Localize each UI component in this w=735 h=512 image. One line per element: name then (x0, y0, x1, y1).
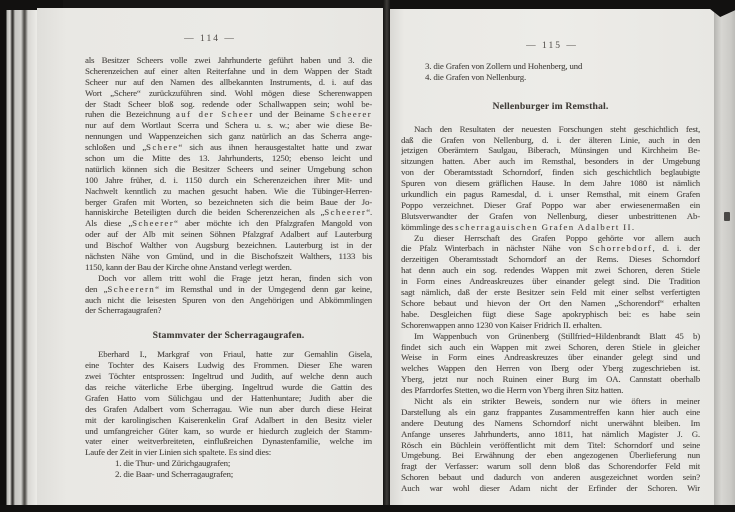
text-line: sagt nämlich, daß der erste Besitzer sein Feld mit einer selbst verfertigten (401, 287, 700, 298)
text-line: Als diese „Scheerer“ aber möchte ich den Pfalzgrafen Mangold von (85, 218, 372, 229)
text-line: des Grafen Adalbert vom Scherragau. Wie nun aber durch diese Heirat (85, 403, 372, 414)
text-line: nur auf dem Wortlaut Scerra und Schera u. s. w.; aber wie diese Be- (85, 120, 372, 131)
list-item: 2. die Baar- und Scherragaugrafen; (115, 469, 234, 480)
text-line: derzeitigen Oberamtsstadt Schorndorf an der Rems. Dieses Schorndorf (401, 254, 700, 265)
text-line: 100 Jahre früher, d. i. 1150 durch ein Scherenzeichen ihrer Mit- und (85, 174, 372, 185)
scan-edge-mark (724, 212, 730, 221)
letterspaced-text: Scheerer (132, 218, 175, 229)
text-line: hat denn auch ein sog. redendes Wappen mit zwei Schoren, deren Stiele (401, 265, 700, 276)
text-line: den „Scheerern“ im Remsthal und in der Umgegend denn gar keine, (85, 283, 372, 294)
paragraph (401, 396, 700, 494)
text-line: 1150, kann der Bau der Kirche ohne Anstand verlegt werden. (85, 261, 292, 272)
page-right-text (401, 61, 700, 494)
text-line: Grafen Hatto vom Sülichgau und der Hattenhuntare; Judith aber die (85, 392, 372, 403)
text-line: sitzungen hatten. Aber auch im Remsthal, besonders in der Umgebung (401, 156, 700, 167)
text-line: Scherenzeichen auf einer alten Reiterfahne und in dem Wappen der Stadt (85, 65, 372, 76)
text-line: der Scherragaugrafen? (85, 305, 162, 316)
text-line: in Form eines Andreaskreuzes über einander gelegt sind. Die Tradition (401, 276, 700, 287)
list-item: 3. die Grafen von Zollern und Hohenberg, und (425, 61, 583, 71)
scan-shadow-top-right (383, 0, 715, 9)
text-line: Spuren von diesem gräflichen Hause. In dem Jahre 1080 ist nämlich (401, 178, 700, 189)
letterspaced-text: scherragauischen Grafen Adalbert II. (455, 221, 636, 232)
list-block (85, 458, 372, 480)
page-edges-left (0, 0, 37, 512)
section-heading: Stammvater der Scherragaugrafen. (152, 330, 305, 342)
text-line: zwei Töchter entsprossen: Ingeltrud und Judith, auf welche denn auch (85, 371, 372, 382)
text-line: auch nicht die leisesten Spuren von den Angehörigen und Abkömmlingen (85, 294, 372, 305)
text-line: Laufe der Zeit in vier Linien sich spaltete. Es sind dies: (85, 447, 271, 458)
list-item: 1. die Thur- und Zürichgaugrafen; (115, 458, 231, 469)
text-line: welches Wappen den Herren von Iberg oder Yberg zugeschrieben ist. (401, 363, 700, 374)
text-line: die Pfalz Winterbach in nächster Nähe von Schorrebdorf, d. i. der (401, 243, 700, 254)
text-line: vater einer weitverbreiteten, einflußreichen Dynastenfamilie, welche im (85, 436, 372, 447)
text-line: Eberhard I., Markgraf von Friaul, hatte zur Gemahlin Gisela, (98, 349, 372, 360)
text-line: nennungen und Wappenzeichen sich ganz natürlich an das Scherra ange- (85, 131, 372, 142)
text-line: von der Oberamtsstadt Schorndorf, finden sich geschichtlich beglaubigte (401, 167, 700, 178)
text-line: urkundlich ein pagus Ramesdal, d. i. unser Remsthal, mit einem Grafen (401, 189, 700, 200)
text-line: ruhen die Bezeichnung auf der Scheer und der Beiname Scheerer (85, 109, 372, 120)
paragraph (85, 273, 372, 317)
text-line: nächsten Nähe von Gmünd, und in die Bischofszeit Walthers, 1133 bis (85, 251, 372, 262)
list-item: 4. die Grafen von Nellenburg. (425, 71, 527, 82)
page-left-114 (37, 8, 383, 505)
text-line: Schoren bebaut und dadurch von anderen ausgezeichnet worden sein? (401, 472, 700, 483)
page-number-left: — 114 — (184, 34, 236, 44)
text-line: Zu dieser Herrschaft des Grafen Poppo gehörte vor allem auch (414, 232, 700, 243)
text-line: mit der karolingischen Kaiserenkelin Graf Adalbert in den Besitz vieler (85, 414, 372, 425)
text-line: Wort „Schere“ zurückzuführen sind. Wohl mögen diese Scherenwappen (85, 87, 372, 98)
text-line: berger Grafen mit Worten, so bezeichneten sich die beim Baue der Jo- (85, 196, 372, 207)
text-line: kömmlinge des scherragauischen Grafen Adalbert II. (401, 221, 636, 232)
page-edge-right (714, 0, 735, 512)
text-line: eine Tochter des Kaisers Ludwig des Frommen. Dieser Ehe waren (85, 360, 372, 371)
text-line: andere Deutung des Namens Schorndorf nicht unerwähnt bleiben. Im (401, 417, 700, 428)
text-line: Nach den Resultaten der neuesten Forschungen steht geschichtlich fest, (414, 123, 700, 134)
letterspaced-text: Scheerern (107, 283, 156, 294)
text-line: als Besitzer Scheers volle zwei Jahrhunderte geführt haben und 3. die (85, 55, 372, 65)
text-line: oder auf der Alb mit seinen Söhnen Pfalzgraf Adalbert auf Lauterburg (85, 229, 372, 240)
text-line: Yberg, jetzt nur noch Ruinen einer Burg im OA. Cannstatt oberhalb (401, 374, 700, 385)
text-line: Scheer nur auf den Namen des allbekannten Instruments, d. i. auf das (85, 76, 372, 87)
text-line: jetzigen Oberämtern Saulgau, Biberach, Münsingen und Kirchheim Be- (401, 145, 700, 156)
letterspaced-text: Schorrebdorf (589, 243, 653, 254)
text-line: Doch vor allem tritt wohl die Frage jetzt heran, finden sich von (98, 272, 372, 283)
page-number-right: — 115 — (526, 41, 578, 51)
letterspaced-text: auf der Scheer (175, 109, 254, 120)
text-line: Nachwelt kenntlich zu machen gesucht haben. Wie die Tübinger-Herren- (85, 185, 372, 196)
text-line: Nicht als ein strikter Beweis, sondern nur wie öfters in meiner (414, 395, 700, 406)
text-line: Umgebung. Bei Erwähnung der eben angezogenen Überlieferung nun (401, 450, 700, 461)
text-line: natürlich können sich die Besitzer Scheers und seiner Umgebung schon (85, 163, 372, 174)
text-line: Schore bebaut und hievon der Ort den Namen „Schorendorf“ erhalten (401, 297, 700, 308)
section-heading: Nellenburger im Remsthal. (492, 100, 609, 112)
text-line: der Stadt Scheer bloß sog. redende oder Schallwappen sein; wohl be- (85, 98, 372, 109)
text-line: schon um die Mitte des 13. Jahrhunderts, 1250; ebenso leicht und (85, 153, 372, 164)
text-line: Schorenwappen anno 1230 von Kaiser Fridrich II. erhalten. (401, 319, 602, 330)
text-line: hanniskirche Beteiligten durch die beiden Scherenzeichen als „Scheerer“. (85, 207, 372, 218)
text-line: Anfange unseres Jahrhunderts, anno 1811, hat nämlich Magister J. G. (401, 428, 700, 439)
text-line: des Pfarrdorfes Stetten, wo die Herrn von Yberg ihren Sitz hatten. (401, 385, 624, 396)
paragraph (401, 124, 700, 233)
text-line: schloßen und „Schere“ sich aus ihnen herausgestaltet hatte und zwar (85, 142, 372, 153)
letterspaced-text: Scheerer (330, 109, 372, 120)
text-line: Darstellung als ein ganz frappantes Zusammentreffen kann hier auch eine (401, 406, 700, 417)
page-right-115 (390, 9, 714, 505)
scan-shadow-bottom (0, 505, 735, 512)
text-line: Blutsverwandter der Grafen von Nellenburg, dieser unbestrittenen Ab- (401, 210, 700, 221)
paragraph (85, 349, 372, 458)
paragraph (401, 233, 700, 331)
text-line: Poppo verzeichnet. Dieser Graf Poppo war aber erwiesenermaßen ein (401, 199, 700, 210)
text-line: und umfangreicher Güter kam, so wurde er hiedurch zugleich der Stamm- (85, 425, 372, 436)
list-block (401, 61, 700, 83)
text-line: habe. Desgleichen fügt diese Sage apokryphisch bei: es habe sein (401, 308, 700, 319)
text-line: Auch war wohl dieser Adam nicht der Erfinder der Schoren. Wir (401, 483, 700, 494)
letterspaced-text: Schere (146, 142, 179, 153)
book-gutter (383, 0, 390, 512)
text-line: findet sich auch ein Wappen mit zwei Schoren, deren Stiele in gleicher (401, 341, 700, 352)
page-left-text (85, 55, 372, 480)
text-line: Weise in Form eines Andreaskreuzes über einander gelegt sind und (401, 352, 700, 363)
paragraph (401, 331, 700, 396)
text-line: fragt der Verfasser: warum soll denn bloß das Schorendorfer Feld mit (401, 461, 700, 472)
text-line: daß die Grafen von Nellenburg, d. i. der älteren Linie, auch in den (401, 134, 700, 145)
text-line: Im Wappenbuch von Grünenberg (Stillfried=Hildenbrandt Blatt 45 b) (414, 330, 700, 341)
text-line: Rösch ein Büchlein veröffentlicht mit dem Titel: Schorndorf und seine (401, 439, 700, 450)
text-line: und Bischof Walther von Augsburg bezeichnen. Lauterburg ist in der (85, 240, 372, 251)
letterspaced-text: Scheerer (324, 207, 367, 218)
paragraph (85, 55, 372, 273)
text-line: das reiche väterliche Erbe überging. Ingeltrud wurde die Gattin des (85, 381, 372, 392)
